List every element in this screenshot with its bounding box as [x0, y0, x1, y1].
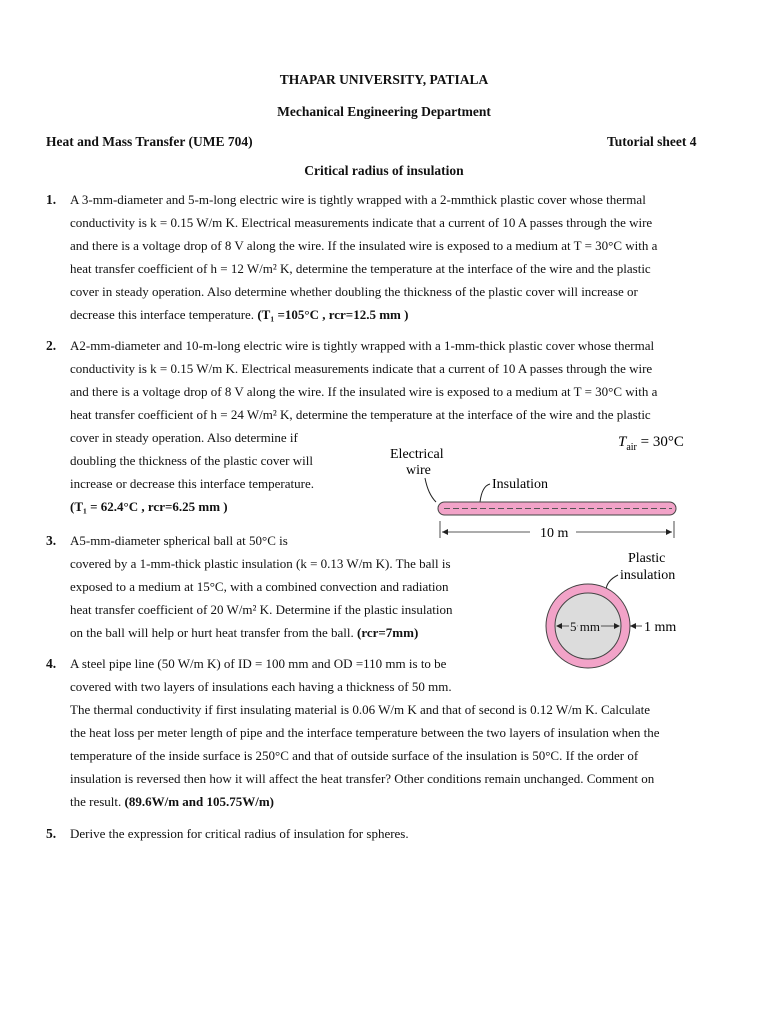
q4-line: insulation is reversed then how it will affect the heat transfer? Other conditions remain unchanged. Comment on [70, 771, 655, 786]
question-3-answer: (rcr=7mm) [357, 625, 419, 640]
air-temperature-label: $T_{air} = 30^\circ C$ [618, 434, 684, 453]
question-2-text-narrow [70, 426, 353, 518]
q4-line: The thermal conductivity if first insulating material is 0.06 W/m K and that of second is 0.12 W/m K. Calculate [70, 702, 651, 717]
sheet-number: Tutorial sheet 4 [607, 134, 697, 149]
wire-leader-arrow [425, 478, 436, 502]
q4-line: covered with two layers of insulations each having a thickness of 50 mm. [70, 679, 452, 694]
q3-line: heat transfer coefficient of 20 W/m² K. Determine if the plastic insulation [70, 602, 453, 617]
q1-line: heat transfer coefficient of h = 12 W/m² K, determine the temperature at the interface of the wire and the plastic [70, 261, 651, 276]
question-4-answer: (89.6W/m and 105.75W/m) [124, 794, 275, 809]
plastic-label-line1: Plastic [628, 551, 666, 566]
question-1-text [70, 188, 721, 326]
q2-line: cover in steady operation. Also determine if [70, 430, 298, 445]
q3-line: covered by a 1-mm-thick plastic insulation (k = 0.13 W/m K). The ball is [70, 556, 451, 571]
diameter-label: 5 mm [570, 619, 600, 634]
q3-line-last: on the ball will help or hurt heat transfer from the ball. (rcr=7mm) [70, 625, 419, 640]
q3-line: A5-mm-diameter spherical ball at 50°C is [70, 533, 288, 548]
department-title: Mechanical Engineering Department [277, 104, 491, 119]
q5-line: Derive the expression for critical radius of insulation for spheres. [70, 826, 409, 841]
question-2-number: 2. [46, 338, 57, 353]
length-label: 10 m [540, 526, 569, 541]
question-1-answer: (T₁ =105°C , rcr=12.5 mm ) [257, 307, 409, 322]
question-4-number: 4. [46, 656, 57, 671]
q2-line: conductivity is k = 0.15 W/m K. Electrical measurements indicate that a current of 10 A passes through the wire [70, 361, 653, 376]
topic-title: Critical radius of insulation [304, 163, 464, 178]
question-2-answer: (T₁ = 62.4°C , rcr=6.25 mm ) [70, 499, 228, 514]
q4-line: temperature of the inside surface is 250°C and that of outside surface of the insulation is 50°C. If the order of [70, 748, 639, 763]
q1-line: cover in steady operation. Also determine whether doubling the thickness of the plastic cover will increase or [70, 284, 638, 299]
question-5-text [70, 822, 721, 845]
q4-line-last: the result. (89.6W/m and 105.75W/m) [70, 794, 275, 809]
question-4-text [70, 698, 721, 813]
thickness-label: 1 mm [644, 620, 677, 635]
q2-line: heat transfer coefficient of h = 24 W/m² K, determine the temperature at the interface of the wire and the plastic [70, 407, 651, 422]
question-5-number: 5. [46, 826, 57, 841]
course-title: Heat and Mass Transfer (UME 704) [46, 134, 253, 149]
wire-diagram [380, 426, 710, 546]
question-1-number: 1. [46, 192, 57, 207]
q2-line: doubling the thickness of the plastic cover will [70, 453, 313, 468]
question-3-number: 3. [46, 533, 57, 548]
plastic-label-line2: insulation [620, 568, 676, 583]
q2-line: increase or decrease this interface temperature. [70, 476, 314, 491]
question-3-text [70, 529, 494, 644]
university-title: THAPAR UNIVERSITY, PATIALA [279, 72, 489, 87]
q3-line: exposed to a medium at 15°C, with a combined convection and radiation [70, 579, 449, 594]
arrowhead-right-icon [666, 529, 672, 535]
thickness-arrowhead-icon [630, 623, 636, 629]
q4-line: A steel pipe line (50 W/m K) of ID = 100 mm and OD =110 mm is to be [70, 656, 447, 671]
wire-label-line2: wire [406, 463, 431, 478]
insulation-leader-arrow [480, 484, 490, 502]
insulation-label: Insulation [492, 477, 548, 492]
q1-line: A 3-mm-diameter and 5-m-long electric wire is tightly wrapped with a 2-mmthick plastic cover whose thermal [70, 192, 646, 207]
q2-line: A2-mm-diameter and 10-m-long electric wire is tightly wrapped with a 1-mm-thick plastic cover whose thermal [70, 338, 655, 353]
wire-label-line1: Electrical [390, 447, 444, 462]
question-2-text [70, 334, 721, 426]
ball-diagram [530, 545, 710, 675]
q2-line: and there is a voltage drop of 8 V along the wire. If the insulated wire is exposed to a medium at T = 30°C with a [70, 384, 658, 399]
q1-line: conductivity is k = 0.15 W/m K. Electrical measurements indicate that a current of 10 A passes through the wire [70, 215, 653, 230]
q1-line: and there is a voltage drop of 8 V along the wire. If the insulated wire is exposed to a medium at T = 30°C with a [70, 238, 658, 253]
q1-line-last: decrease this interface temperature. (T₁ =105°C , rcr=12.5 mm ) [70, 307, 409, 322]
arrowhead-left-icon [442, 529, 448, 535]
q4-line: the heat loss per meter length of pipe and the interface temperature between the two layers of insulation when the [70, 725, 660, 740]
question-4-text-narrow [70, 652, 494, 698]
